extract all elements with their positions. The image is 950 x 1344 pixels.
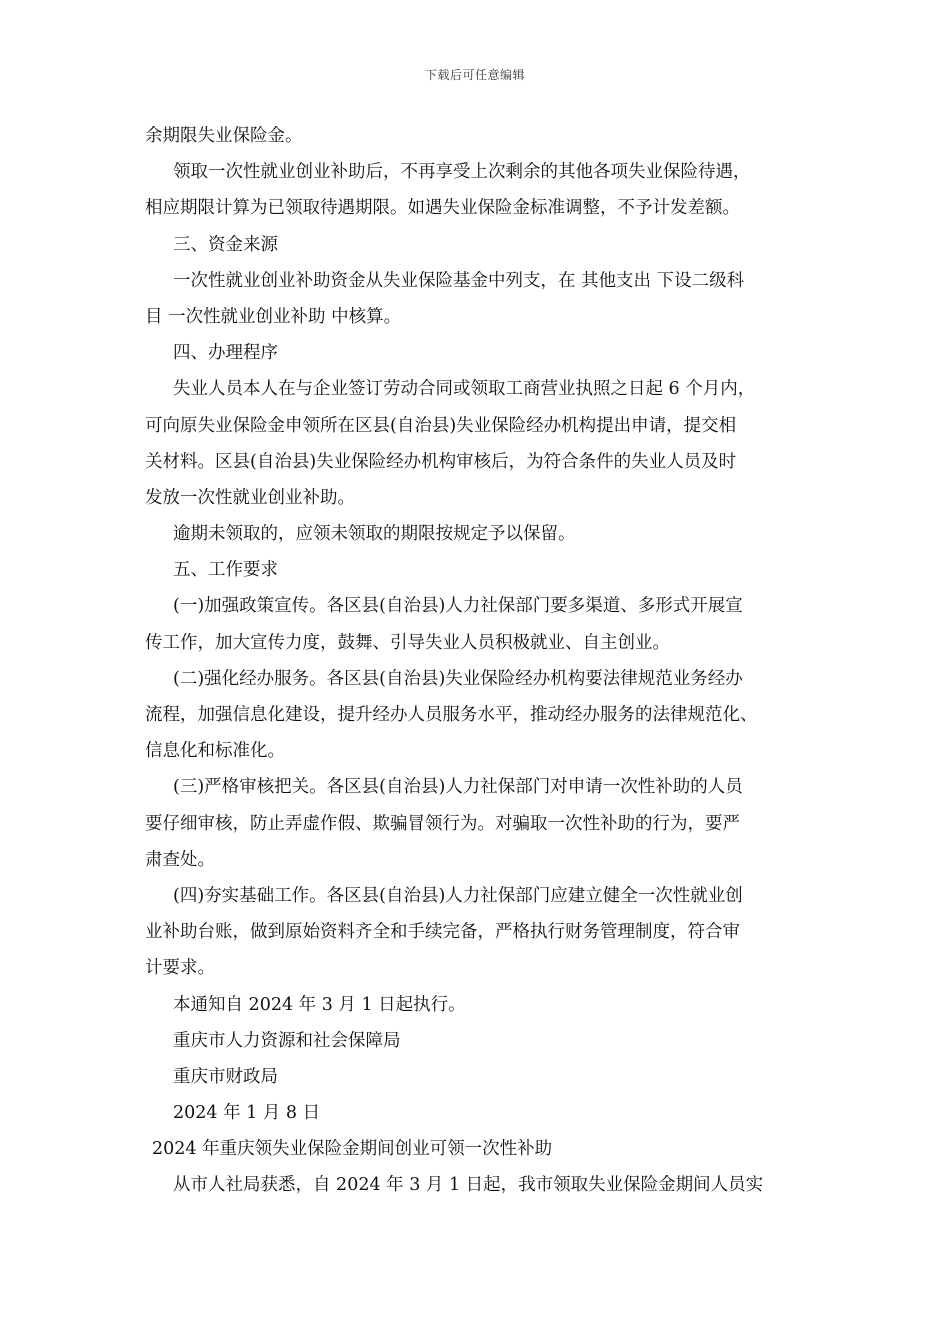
text-line: (三)严格审核把关。各区县(自治县)人力社保部门对申请一次性补助的人员 <box>173 777 743 798</box>
text-line: 余期限失业保险金。 <box>145 126 303 146</box>
page-header: 下载后可任意编辑 <box>424 68 525 82</box>
section-heading: 五、工作要求 <box>173 560 278 581</box>
text-line: 失业人员本人在与企业签订劳动合同或领取工商营业执照之日起 6 个月内， <box>173 379 756 400</box>
text-line: 关材料。区县(自治县)失业保险经办机构审核后，为符合条件的失业人员及时 <box>145 451 737 472</box>
document-body <box>145 118 813 1204</box>
date-line: 2024 年 1 月 8 日 <box>173 1103 321 1124</box>
issuer-line: 重庆市人力资源和社会保障局 <box>173 1030 401 1051</box>
issuer-line: 重庆市财政局 <box>173 1066 278 1087</box>
text-line: 从市人社局获悉，自 2024 年 3 月 1 日起，我市领取失业保险金期间人员实 <box>173 1175 764 1196</box>
text-line: (四)夯实基础工作。各区县(自治县)人力社保部门应建立健全一次性就业创 <box>173 885 743 906</box>
text-line: 要仔细审核，防止弄虚作假、欺骗冒领行为。对骗取一次性补助的行为，要严 <box>145 813 740 834</box>
section-heading: 三、资金来源 <box>173 234 278 255</box>
section-heading: 四、办理程序 <box>173 343 278 364</box>
article-title: 2024 年重庆领失业保险金期间创业可领一次性补助 <box>152 1139 553 1160</box>
text-line: 流程，加强信息化建设，提升经办人员服务水平，推动经办服务的法律规范化、 <box>145 705 758 725</box>
text-line: 肃查处。 <box>145 849 215 870</box>
text-line: 计要求。 <box>145 958 215 979</box>
text-line: 可向原失业保险金申领所在区县(自治县)失业保险经办机构提出申请，提交相 <box>145 415 737 436</box>
text-line: 相应期限计算为已领取待遇期限。如遇失业保险金标准调整，不予计发差额。 <box>145 198 740 219</box>
text-line: 逾期未领取的，应领未领取的期限按规定予以保留。 <box>173 524 576 545</box>
text-line: 一次性就业创业补助资金从失业保险基金中列支，在 其他支出 下设二级科 <box>173 270 745 291</box>
text-line: (一)加强政策宣传。各区县(自治县)人力社保部门要多渠道、多形式开展宣 <box>173 596 743 617</box>
text-line: 业补助台账，做到原始资料齐全和手续完备，严格执行财务管理制度，符合审 <box>145 922 740 943</box>
text-line: 信息化和标准化。 <box>145 741 285 762</box>
text-line: 目 一次性就业创业补助 中核算。 <box>145 306 402 327</box>
text-line: 发放一次性就业创业补助。 <box>145 487 355 508</box>
text-line: 传工作，加大宣传力度，鼓舞、引导失业人员积极就业、自主创业。 <box>145 632 670 653</box>
effective-date-line: 本通知自 2024 年 3 月 1 日起执行。 <box>173 994 466 1015</box>
text-line: (二)强化经办服务。各区县(自治县)失业保险经办机构要法律规范业务经办 <box>173 668 743 689</box>
text-line: 领取一次性就业创业补助后，不再享受上次剩余的其他各项失业保险待遇， <box>173 162 751 183</box>
